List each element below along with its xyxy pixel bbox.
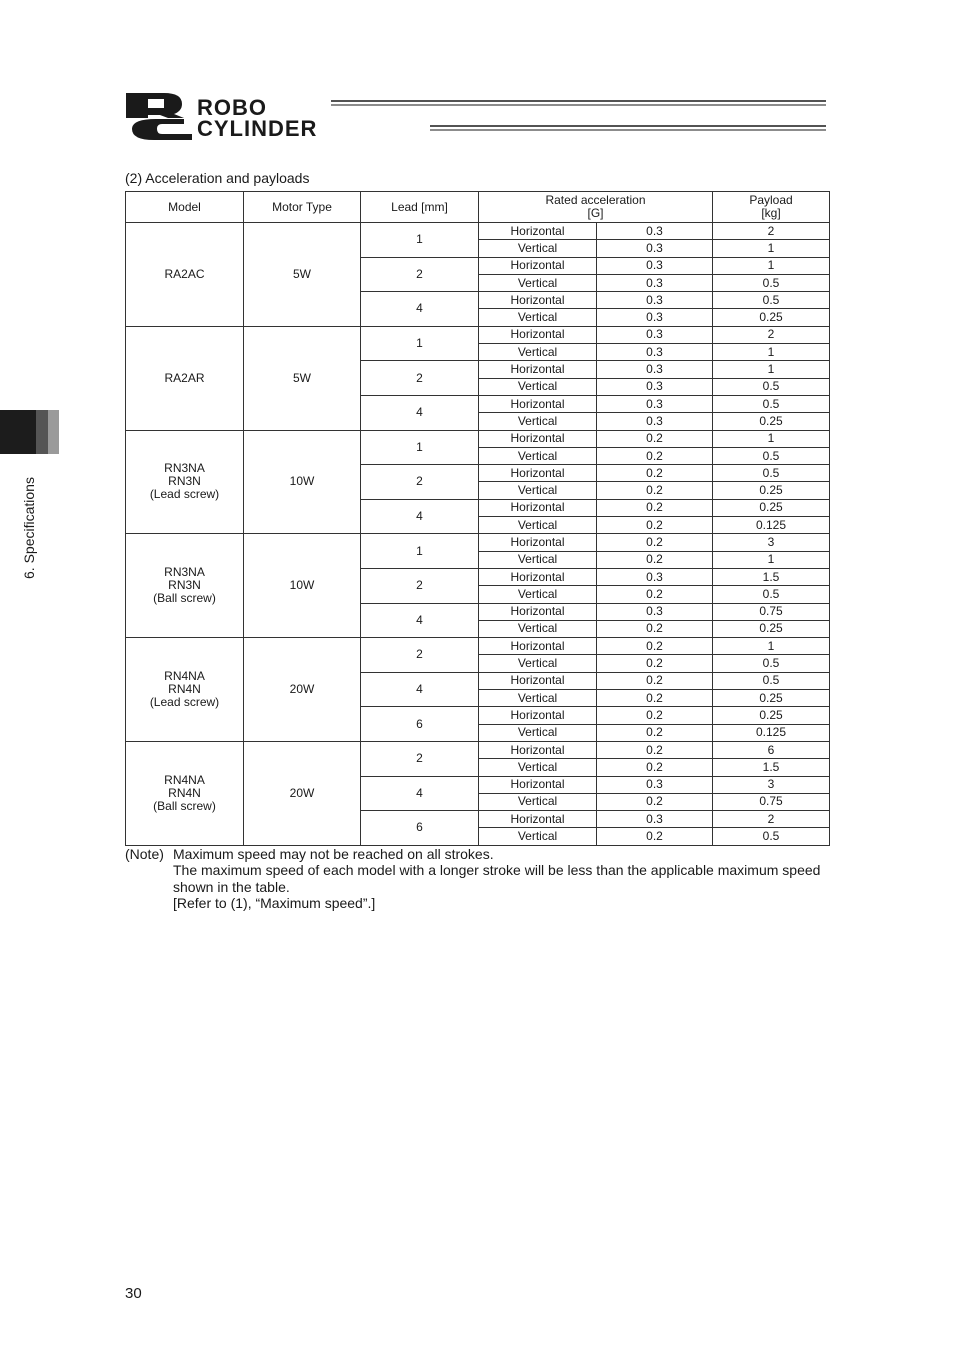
payload-cell: 3 xyxy=(713,534,830,551)
payload-cell: 0.5 xyxy=(713,274,830,291)
acceleration-cell: 0.2 xyxy=(597,447,713,464)
table-body xyxy=(126,223,830,846)
orientation-cell: Vertical xyxy=(479,447,597,464)
lead-cell: 4 xyxy=(361,499,479,534)
lead-cell: 4 xyxy=(361,776,479,811)
acceleration-payload-table xyxy=(125,191,830,846)
payload-cell: 0.5 xyxy=(713,465,830,482)
orientation-cell: Vertical xyxy=(479,240,597,257)
payload-cell: 0.125 xyxy=(713,517,830,534)
payload-cell: 0.25 xyxy=(713,482,830,499)
orientation-cell: Horizontal xyxy=(479,811,597,828)
note-line: The maximum speed of each model with a longer stroke will be less than the applicable maximum speed shown in the table. xyxy=(173,862,821,895)
header-model: Model xyxy=(126,192,244,223)
model-cell xyxy=(126,223,244,327)
acceleration-cell: 0.2 xyxy=(597,638,713,655)
acceleration-cell: 0.2 xyxy=(597,465,713,482)
note-line: Maximum speed may not be reached on all strokes. xyxy=(173,846,494,862)
lead-cell: 2 xyxy=(361,257,479,292)
lead-cell: 4 xyxy=(361,395,479,430)
model-name-line: RA2AC xyxy=(164,266,205,281)
payload-cell: 1 xyxy=(713,240,830,257)
payload-cell: 0.75 xyxy=(713,793,830,810)
acceleration-cell: 0.3 xyxy=(597,344,713,361)
table-row xyxy=(126,741,830,758)
logo-line1: ROBO xyxy=(197,95,267,120)
motor-type-cell: 20W xyxy=(244,741,361,845)
acceleration-cell: 0.3 xyxy=(597,413,713,430)
model-name-line: (Ball screw) xyxy=(153,591,216,606)
header-payload-unit: [kg] xyxy=(761,206,781,220)
payload-cell: 0.25 xyxy=(713,413,830,430)
motor-type-cell: 5W xyxy=(244,326,361,430)
payload-cell: 0.5 xyxy=(713,672,830,689)
model-name-line: RN4NA xyxy=(164,669,205,684)
header-motor-type: Motor Type xyxy=(244,192,361,223)
acceleration-cell: 0.3 xyxy=(597,378,713,395)
motor-type-cell: 10W xyxy=(244,430,361,534)
motor-type-cell: 20W xyxy=(244,638,361,742)
payload-cell: 0.25 xyxy=(713,707,830,724)
payload-cell: 0.5 xyxy=(713,447,830,464)
payload-cell: 0.125 xyxy=(713,724,830,741)
acceleration-cell: 0.3 xyxy=(597,292,713,309)
payload-cell: 1.5 xyxy=(713,759,830,776)
acceleration-cell: 0.2 xyxy=(597,724,713,741)
orientation-cell: Vertical xyxy=(479,759,597,776)
model-name-line: RN3N xyxy=(168,578,201,593)
model-name-line: RN3N xyxy=(168,474,201,489)
orientation-cell: Horizontal xyxy=(479,568,597,585)
payload-cell: 1 xyxy=(713,361,830,378)
lead-cell: 4 xyxy=(361,292,479,327)
payload-cell: 0.25 xyxy=(713,499,830,516)
orientation-cell: Horizontal xyxy=(479,534,597,551)
orientation-cell: Horizontal xyxy=(479,326,597,343)
payload-cell: 0.5 xyxy=(713,395,830,412)
acceleration-cell: 0.2 xyxy=(597,690,713,707)
payload-cell: 0.5 xyxy=(713,828,830,845)
acceleration-cell: 0.2 xyxy=(597,655,713,672)
lead-cell: 2 xyxy=(361,465,479,500)
acceleration-cell: 0.2 xyxy=(597,672,713,689)
note-label: (Note) xyxy=(125,846,164,862)
acceleration-cell: 0.2 xyxy=(597,707,713,724)
model-cell xyxy=(126,534,244,638)
chapter-tab-label xyxy=(14,468,44,588)
payload-cell: 6 xyxy=(713,741,830,758)
acceleration-cell: 0.3 xyxy=(597,274,713,291)
orientation-cell: Vertical xyxy=(479,793,597,810)
header-payload xyxy=(713,192,830,223)
lead-cell: 1 xyxy=(361,223,479,258)
acceleration-cell: 0.3 xyxy=(597,361,713,378)
orientation-cell: Vertical xyxy=(479,482,597,499)
chapter-tab-text: 6. Specifications xyxy=(21,477,37,579)
orientation-cell: Horizontal xyxy=(479,707,597,724)
table-row xyxy=(126,430,830,447)
header-lead: Lead [mm] xyxy=(361,192,479,223)
acceleration-cell: 0.2 xyxy=(597,620,713,637)
payload-cell: 0.25 xyxy=(713,690,830,707)
acceleration-cell: 0.3 xyxy=(597,776,713,793)
acceleration-cell: 0.2 xyxy=(597,759,713,776)
acceleration-cell: 0.2 xyxy=(597,482,713,499)
payload-cell: 3 xyxy=(713,776,830,793)
orientation-cell: Vertical xyxy=(479,413,597,430)
payload-cell: 0.5 xyxy=(713,378,830,395)
table-header-row xyxy=(126,192,830,223)
logo-rules xyxy=(331,101,826,130)
chapter-tab-marker xyxy=(0,410,60,454)
orientation-cell: Horizontal xyxy=(479,776,597,793)
note-body xyxy=(173,846,825,911)
motor-type-cell: 10W xyxy=(244,534,361,638)
orientation-cell: Horizontal xyxy=(479,465,597,482)
acceleration-cell: 0.3 xyxy=(597,257,713,274)
orientation-cell: Vertical xyxy=(479,724,597,741)
table-row xyxy=(126,326,830,343)
orientation-cell: Horizontal xyxy=(479,638,597,655)
rc-logo-mark xyxy=(126,93,192,140)
model-name-line: RN4NA xyxy=(164,772,205,787)
payload-cell: 0.5 xyxy=(713,655,830,672)
payload-cell: 2 xyxy=(713,326,830,343)
page-number: 30 xyxy=(125,1285,142,1302)
model-name-line: (Lead screw) xyxy=(149,695,220,710)
orientation-cell: Horizontal xyxy=(479,672,597,689)
acceleration-cell: 0.2 xyxy=(597,430,713,447)
section-title: (2) Acceleration and payloads xyxy=(125,170,310,186)
model-name-line: RN4N xyxy=(168,682,201,697)
acceleration-cell: 0.2 xyxy=(597,586,713,603)
acceleration-cell: 0.3 xyxy=(597,223,713,240)
orientation-cell: Horizontal xyxy=(479,223,597,240)
acceleration-cell: 0.2 xyxy=(597,551,713,568)
note-line: [Refer to (1), “Maximum speed”.] xyxy=(173,894,376,911)
model-name-line: RA2AR xyxy=(164,370,205,385)
orientation-cell: Vertical xyxy=(479,378,597,395)
model-name-line: (Ball screw) xyxy=(153,798,216,813)
header-payload-label: Payload xyxy=(749,193,793,207)
payload-cell: 1 xyxy=(713,551,830,568)
payload-cell: 1 xyxy=(713,638,830,655)
header-rated-acceleration-label: Rated acceleration xyxy=(545,193,646,207)
header-rated-acceleration xyxy=(479,192,713,223)
payload-cell: 0.25 xyxy=(713,309,830,326)
acceleration-cell: 0.3 xyxy=(597,811,713,828)
acceleration-cell: 0.2 xyxy=(597,741,713,758)
orientation-cell: Vertical xyxy=(479,655,597,672)
acceleration-cell: 0.2 xyxy=(597,499,713,516)
orientation-cell: Vertical xyxy=(479,309,597,326)
payload-cell: 2 xyxy=(713,811,830,828)
payload-cell: 2 xyxy=(713,223,830,240)
note xyxy=(125,846,825,911)
payload-cell: 1.5 xyxy=(713,568,830,585)
orientation-cell: Vertical xyxy=(479,551,597,568)
orientation-cell: Horizontal xyxy=(479,603,597,620)
model-name-line: RN3NA xyxy=(164,565,205,580)
table-row xyxy=(126,223,830,240)
model-name-line: RN4N xyxy=(168,785,201,800)
model-cell xyxy=(126,638,244,742)
acceleration-cell: 0.3 xyxy=(597,395,713,412)
orientation-cell: Horizontal xyxy=(479,395,597,412)
orientation-cell: Vertical xyxy=(479,517,597,534)
orientation-cell: Vertical xyxy=(479,828,597,845)
model-cell xyxy=(126,430,244,534)
orientation-cell: Vertical xyxy=(479,690,597,707)
orientation-cell: Vertical xyxy=(479,620,597,637)
lead-cell: 1 xyxy=(361,326,479,361)
acceleration-cell: 0.2 xyxy=(597,517,713,534)
lead-cell: 1 xyxy=(361,430,479,465)
lead-cell: 4 xyxy=(361,672,479,707)
orientation-cell: Horizontal xyxy=(479,361,597,378)
orientation-cell: Horizontal xyxy=(479,292,597,309)
acceleration-cell: 0.3 xyxy=(597,603,713,620)
lead-cell: 1 xyxy=(361,534,479,569)
robo-cylinder-logo xyxy=(124,93,828,141)
acceleration-cell: 0.2 xyxy=(597,534,713,551)
orientation-cell: Vertical xyxy=(479,274,597,291)
table-row xyxy=(126,638,830,655)
orientation-cell: Horizontal xyxy=(479,257,597,274)
model-name-line: RN3NA xyxy=(164,461,205,476)
acceleration-cell: 0.3 xyxy=(597,309,713,326)
orientation-cell: Horizontal xyxy=(479,741,597,758)
payload-cell: 0.5 xyxy=(713,292,830,309)
lead-cell: 6 xyxy=(361,811,479,846)
table-row xyxy=(126,534,830,551)
model-cell xyxy=(126,326,244,430)
orientation-cell: Horizontal xyxy=(479,430,597,447)
payload-cell: 1 xyxy=(713,344,830,361)
header-rated-acceleration-unit: [G] xyxy=(587,206,604,220)
acceleration-cell: 0.2 xyxy=(597,828,713,845)
lead-cell: 2 xyxy=(361,638,479,673)
payload-cell: 1 xyxy=(713,257,830,274)
orientation-cell: Vertical xyxy=(479,586,597,603)
payload-cell: 0.5 xyxy=(713,586,830,603)
orientation-cell: Vertical xyxy=(479,344,597,361)
model-cell xyxy=(126,741,244,845)
acceleration-cell: 0.3 xyxy=(597,240,713,257)
lead-cell: 2 xyxy=(361,361,479,396)
payload-cell: 0.75 xyxy=(713,603,830,620)
lead-cell: 6 xyxy=(361,707,479,742)
acceleration-cell: 0.3 xyxy=(597,568,713,585)
payload-cell: 1 xyxy=(713,430,830,447)
acceleration-cell: 0.3 xyxy=(597,326,713,343)
motor-type-cell: 5W xyxy=(244,223,361,327)
lead-cell: 2 xyxy=(361,741,479,776)
orientation-cell: Horizontal xyxy=(479,499,597,516)
payload-cell: 0.25 xyxy=(713,620,830,637)
lead-cell: 2 xyxy=(361,568,479,603)
lead-cell: 4 xyxy=(361,603,479,638)
logo-line2: CYLINDER xyxy=(197,116,318,141)
model-name-line: (Lead screw) xyxy=(149,487,220,502)
acceleration-cell: 0.2 xyxy=(597,793,713,810)
